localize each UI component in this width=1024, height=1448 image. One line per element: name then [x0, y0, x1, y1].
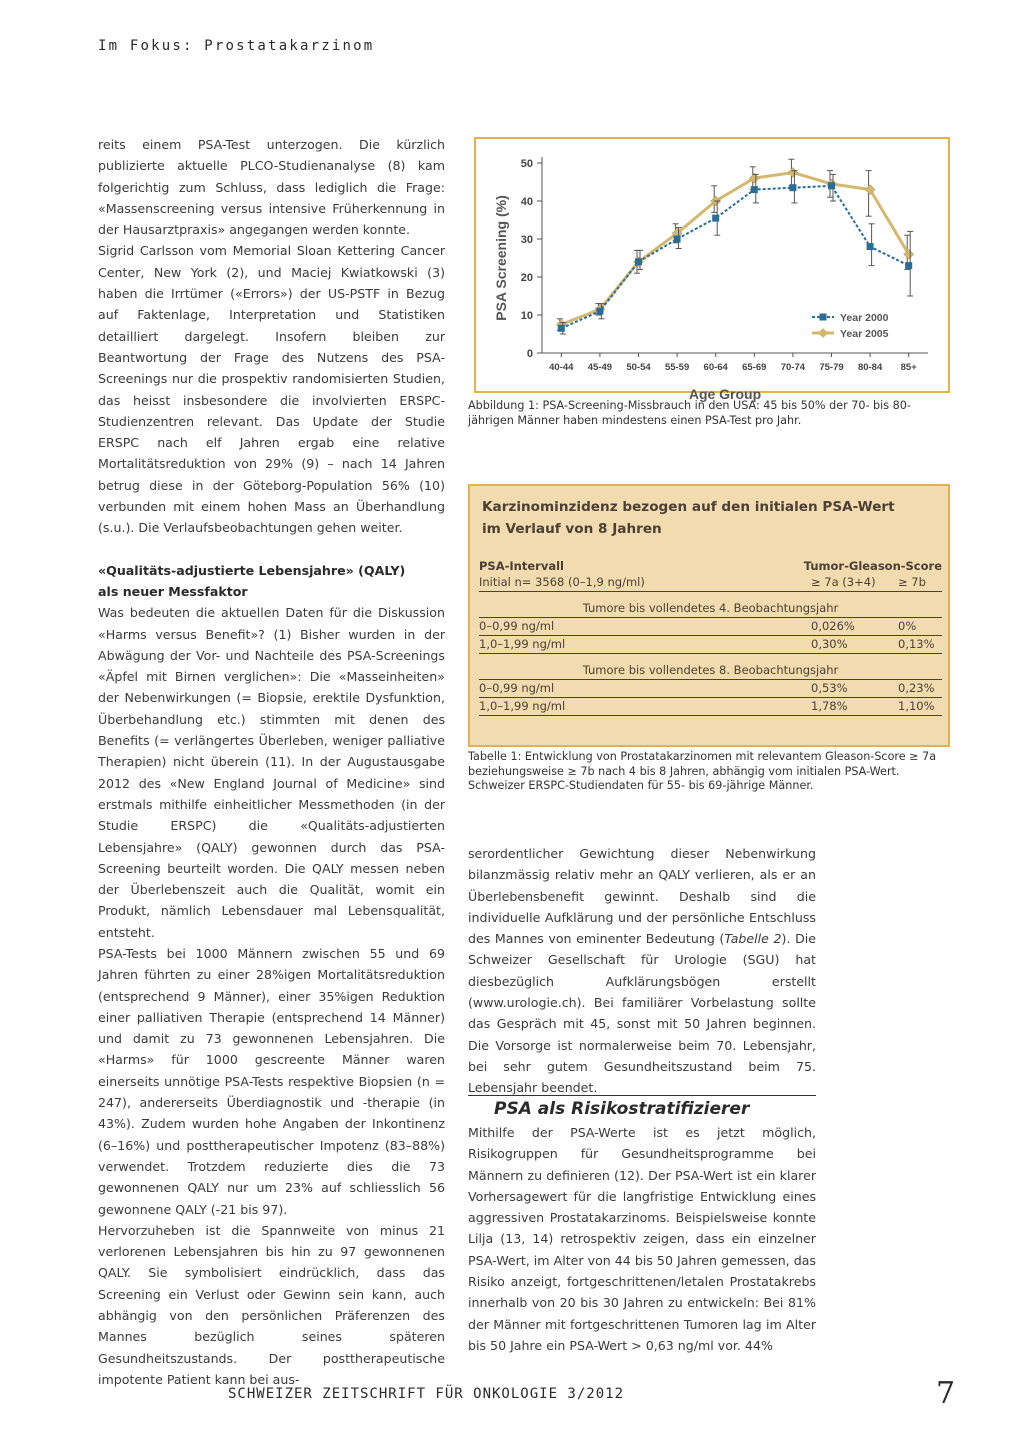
table-section-title — [479, 600, 942, 618]
data-point-year-2005 — [788, 168, 798, 178]
cell-7a: 1,78% — [811, 699, 848, 713]
x-tick-label: 55-59 — [664, 362, 690, 373]
x-tick-label: 65-69 — [742, 362, 767, 373]
y-tick-label: 30 — [520, 234, 533, 246]
data-point-year-2000 — [905, 262, 912, 269]
data-point-year-2000 — [867, 243, 874, 250]
y-tick-label: 10 — [520, 310, 533, 322]
col-header-gleason: Tumor-Gleason-Score — [803, 559, 942, 573]
table-initial-row — [479, 574, 942, 592]
section-rule — [468, 1095, 816, 1096]
data-point-year-2000 — [712, 215, 719, 222]
x-tick-label: 75-79 — [819, 362, 844, 373]
gleason-7b-header: ≥ 7b — [898, 575, 926, 589]
table-row — [479, 618, 942, 636]
running-head: Im Fokus: Prostatakarzinom — [98, 38, 375, 54]
y-tick-label: 40 — [520, 196, 533, 208]
x-tick-label: 50-54 — [626, 362, 651, 373]
legend-label: Year 2005 — [840, 328, 889, 340]
cell-7b: 0,13% — [898, 637, 935, 651]
y-tick-label: 50 — [520, 158, 533, 170]
table-header-row — [479, 558, 942, 574]
x-tick-label: 60-64 — [703, 362, 728, 373]
initial-label: Initial n= 3568 (0–1,9 ng/ml) — [479, 575, 645, 589]
footer-journal: SCHWEIZER ZEITSCHRIFT FÜR ONKOLOGIE 3/2012 — [228, 1386, 625, 1402]
table-row — [479, 698, 942, 716]
y-tick-label: 0 — [526, 348, 533, 360]
x-tick-label: 40-44 — [549, 362, 574, 373]
table-caption: Tabelle 1: Entwicklung von Prostatakarzinomen mit relevantem Gleason-Score ≥ 7a beziehungsweise ≥ 7b nach 4 bis 8 Jahren, abhängig vom initialen PSA-Wert. Schweizer ERSPC-Studiendaten für 55- bis 69-jährige Männer. — [468, 750, 937, 792]
x-tick-label: 70-74 — [780, 362, 806, 373]
figure-caption: Abbildung 1: PSA-Screening-Missbrauch in den USA: 45 bis 50% der 70- bis 80-jährigen Männer haben mindestens einen PSA-Test pro Jahr. — [468, 399, 911, 427]
y-tick-label: 20 — [520, 272, 533, 284]
legend-marker — [820, 314, 827, 321]
table-title — [482, 496, 942, 540]
x-axis-title: Age Group — [688, 386, 762, 402]
cell-interval: 0–0,99 ng/ml — [479, 681, 555, 695]
table-title-line: im Verlauf von 8 Jahren — [482, 521, 662, 537]
subhead-line: als neuer Messfaktor — [98, 583, 248, 599]
table-reference: Tabelle 2 — [724, 931, 782, 947]
table-row — [479, 636, 942, 654]
subhead-qaly — [98, 560, 445, 603]
psa-table-box — [468, 484, 950, 747]
cell-interval: 1,0–1,99 ng/ml — [479, 699, 566, 713]
text-run: ). Die Schweizer Gesellschaft für Urologie (SGU) hat diesbezüglich Aufklärungsbögen erstellt (www.urologie.ch). Bei familiärer Vorbelastung sollte das Gespräch mit 45, sonst mit 50 Jahren beginnen. Die Vorsorge ist normalerweise beim 70. Lebensjahr, bei sehr gutem Gesundheitszustand beim 75. Lebensjahr beendet. — [468, 931, 817, 1096]
section-heading: PSA als Risikostratifizierer — [494, 1099, 750, 1119]
data-point-year-2000 — [789, 184, 796, 191]
body-paragraph: Sigrid Carlsson vom Memorial Sloan Kettering Cancer Center, New York (2), und Maciej Kwiatkowski (3) haben die Irrtümer («Errors») der US-PSTF in Bezug auf Faktenlage, Interpretation und Statistiken detailliert dargelegt. Insofern bleiben zur Beantwortung der Frage des Nutzens des PSA-Screenings nur die prospektiv randomisierten Studien, das heisst insbesondere die involvierten ERSPC-Studienzentren relevant. Das Update der Studie ERSPC nach elf Jahren ergab eine relative Mortalitätsreduktion von 29% (9) – nach 14 Jahren betrug diese in der Göteborg-Population 56% (10) verbunden mit einem hohen Mass an Überhandlung (s.u.). Die Verlaufsbeobachtungen gehen weiter. — [98, 243, 445, 536]
subhead-line: «Qualitäts-adjustierte Lebensjahre» (QALY) — [98, 562, 406, 578]
series-line-year-2000 — [561, 186, 908, 328]
cell-7a: 0,53% — [811, 681, 848, 695]
body-paragraph: reits einem PSA-Test unterzogen. Die kürzlich publizierte aktuelle PLCO-Studienanalyse (8) kam folgerichtig zum Schluss, dass lediglich die Frage: «Massenscreening versus intensive Früherkennung in der Hausarztpraxis» angegangen werden konnte. — [98, 137, 445, 238]
figure-psa-chart — [474, 137, 950, 402]
right-column-last — [468, 1122, 816, 1356]
cell-7a: 0,30% — [811, 637, 848, 651]
data-point-year-2000 — [596, 308, 603, 315]
page-number: 7 — [936, 1376, 956, 1411]
body-paragraph: Was bedeuten die aktuellen Daten für die Diskussion «Harms versus Benefit»? (1) Bisher wurden in der Abwägung der Vor- und Nachteile des PSA-Screenings «Äpfel mit Birnen verglichen»: Die «Masseinheiten» der Nebenwirkungen (= Biopsie, erektile Dysfunktion, Überbehandlung etc.) stimmten mit denen des Benefits (= verlängertes Überleben, weniger palliative Therapien) nicht überein (11). In der Augustausgabe 2012 des «New England Journal of Medicine» sind erstmals mithilfe einheitlicher Messmethoden (in der Studie ERSPC) die «Qualitäts-adjustierten Lebensjahre» (QALY) gewonnen durch das PSA-Screening beurteilt worden. Die QALY messen neben der Überlebenszeit auch die Qualität, womit ein Produkt, nämlich Lebensdauer mal Lebensqualität, entsteht. — [98, 605, 445, 940]
data-point-year-2000 — [828, 182, 835, 189]
col-header-psa: PSA-Intervall — [479, 559, 564, 573]
x-tick-label: 45-49 — [587, 362, 613, 373]
text-run: serordentlicher Gewichtung dieser Nebenwirkung bilanzmässig relativ mehr an QALY verlieren, als er an Überlebensbenefit gewinnt. Deshalb sind die individuelle Aufklärung und der persönliche Entschluss des Mannes von eminenter Bedeutung ( — [468, 846, 816, 947]
section-label: Tumore bis vollendetes 8. Beobachtungsjahr — [582, 663, 839, 677]
table-title-line: Karzinominzidenz bezogen auf den initialen PSA-Wert — [482, 499, 895, 515]
cell-interval: 0–0,99 ng/ml — [479, 619, 555, 633]
cell-7b: 0% — [898, 619, 917, 633]
data-point-year-2000 — [558, 325, 565, 332]
cell-7b: 0,23% — [898, 681, 935, 695]
psa-screening-chart — [476, 139, 948, 402]
body-paragraph: Mithilfe der PSA-Werte ist es jetzt möglich, Risikogruppen für Gesundheitsprogramme bei Männern zu definieren (12). Der PSA-Wert ist ein klarer Vorhersagewert für die langfristige Entwicklung eines aggressiven Prostatakarzinoms. Beispielsweise konnte Lilja (13, 14) retrospektiv zeigen, dass ein einzelner PSA-Wert, im Alter von 44 bis 50 Jahren gemessen, das Risiko anzeigt, fortgeschrittenen/letalen Prostatakrebs innerhalb von 20 bis 30 Jahren zu entwickeln: Bei 81% der Männer mit fortgeschrittenen Tumoren lag im Alter bis 50 Jahre ein PSA-Wert > 0,63 ng/ml vor. 44% — [468, 1125, 816, 1353]
cell-interval: 1,0–1,99 ng/ml — [479, 637, 566, 651]
table-section-title — [479, 662, 942, 680]
gleason-7a-header: ≥ 7a (3+4) — [811, 575, 876, 589]
y-axis-title: PSA Screening (%) — [493, 195, 509, 321]
data-point-year-2000 — [751, 186, 758, 193]
x-tick-label: 80-84 — [857, 362, 883, 373]
series-line-year-2005 — [561, 173, 908, 325]
cell-7a: 0,026% — [811, 619, 855, 633]
x-tick-label: 85+ — [900, 362, 917, 373]
right-column — [468, 843, 816, 1099]
section-label: Tumore bis vollendetes 4. Beobachtungsjahr — [582, 601, 839, 615]
cell-7b: 1,10% — [898, 699, 935, 713]
legend-label: Year 2000 — [840, 312, 889, 324]
data-point-year-2000 — [674, 236, 681, 243]
data-point-year-2000 — [635, 258, 642, 265]
body-paragraph: Hervorzuheben ist die Spannweite von minus 21 verlorenen Lebensjahren bis hin zu 97 gewonnenen QALY. Sie symbolisiert eindrücklich, dass das Screening ein Verlust oder Gewinn sein kann, auch abhängig von den persönlichen Präferenzen des Mannes bezüglich seines späteren Gesundheitszustands. Der posttherapeutische impotente Patient kann bei aus- — [98, 1222, 445, 1387]
psa-table — [479, 558, 942, 716]
left-column — [98, 134, 445, 1390]
body-paragraph: PSA-Tests bei 1000 Männern zwischen 55 und 69 Jahren führten zu einer 28%igen Mortalitätsreduktion (entsprechend 9 Männer), einer 35%igen Reduktion einer palliativen Therapie (entsprechend 14 Männer) und damit zu 73 gewonnenen Lebensjahren. Die «Harms» für 1000 gescreente Männer waren einerseits unnötige PSA-Tests respektive Biopsien (n = 247), andererseits Überdiagnostik und -therapie (in 43%). Zudem wurden hohe Angaben der Inkontinenz (6–16%) und posttherapeutischer Impotenz (83–88%) verwendet. Trotzdem reduzierte dies die 73 gewonnenen QALY nur um 23% auf schliesslich 56 gewonnene QALY (-21 bis 97). — [98, 945, 445, 1217]
body-paragraph — [468, 843, 816, 1099]
table-row — [479, 680, 942, 698]
legend-marker — [818, 328, 828, 338]
